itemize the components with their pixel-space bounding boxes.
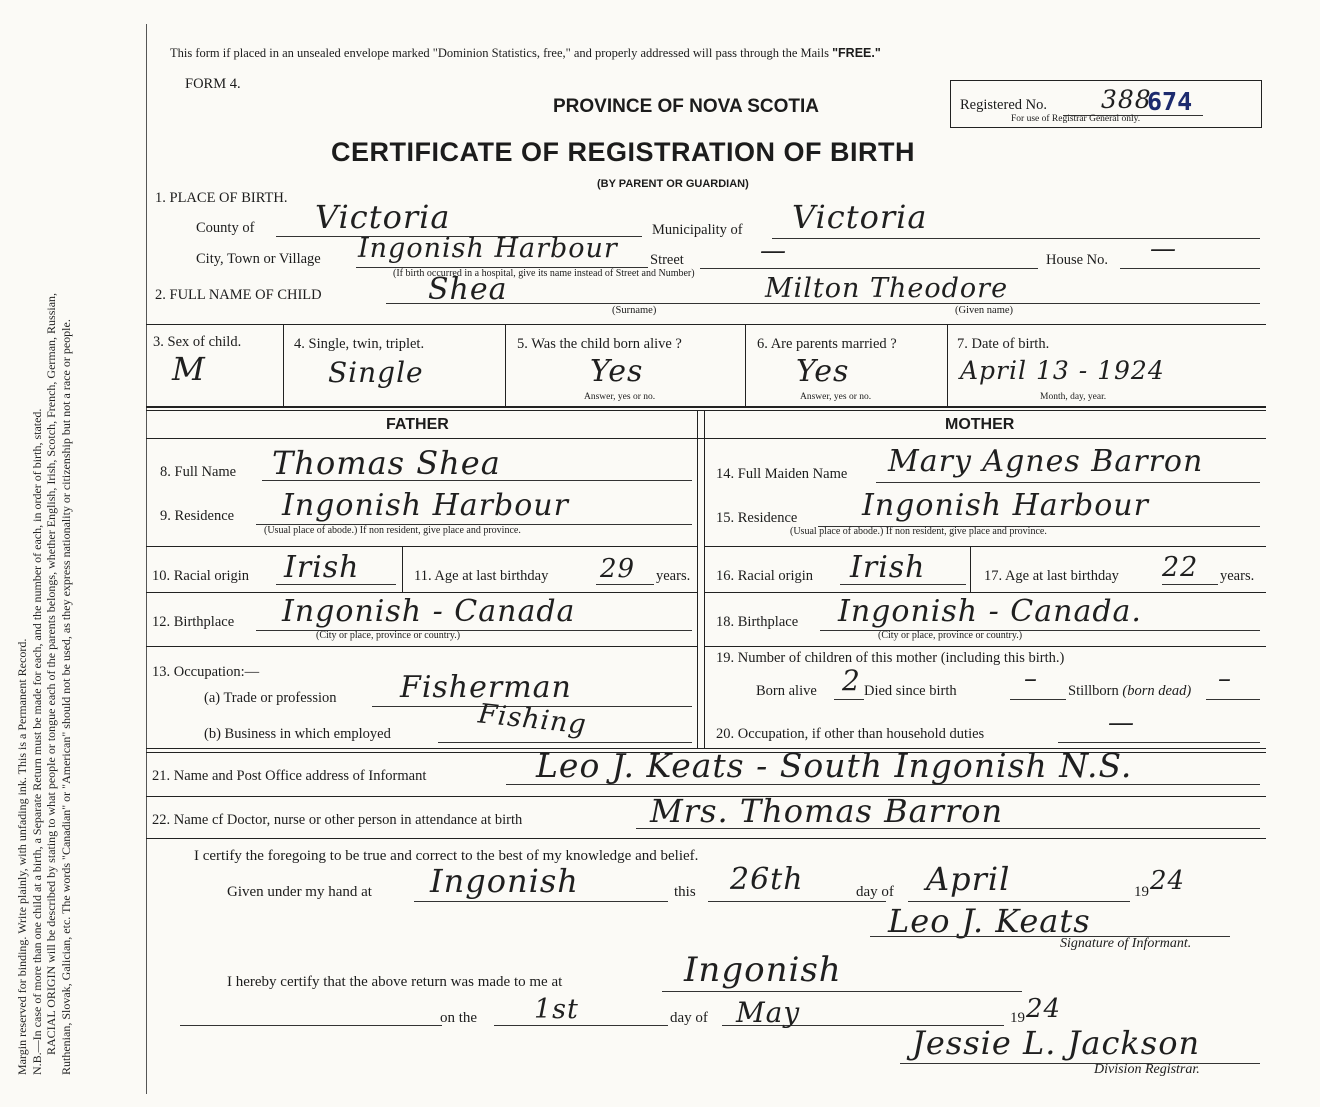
trade-value: Fisherman xyxy=(400,670,572,705)
child-given-name: Milton Theodore xyxy=(765,273,1009,304)
informant-label: 21. Name and Post Office address of Informant xyxy=(152,768,427,784)
informant-signature: Leo J. Keats xyxy=(888,902,1091,940)
page-subtitle: (BY PARENT OR GUARDIAN) xyxy=(597,178,749,190)
day-of-label: day of xyxy=(856,884,894,900)
mother-age-label: 17. Age at last birthday xyxy=(984,568,1119,584)
business-label: (b) Business in which employed xyxy=(204,726,391,742)
municipality-value: Victoria xyxy=(792,198,928,236)
certify-statement: I certify the foregoing to be true and correct to the best of my knowledge and belief. xyxy=(194,848,699,864)
born-alive-value: 2 xyxy=(842,664,861,697)
father-birthplace-label: 12. Birthplace xyxy=(152,614,235,630)
dob-label: 7. Date of birth. xyxy=(957,336,1050,352)
given-month: April xyxy=(926,860,1011,898)
children-count-label: 19. Number of children of this mother (including this birth.) xyxy=(716,650,1065,666)
registrar-place: Ingonish xyxy=(684,950,842,990)
mother-residence: Ingonish Harbour xyxy=(862,488,1149,523)
informant-value: Leo J. Keats - South Ingonish N.S. xyxy=(536,746,1133,785)
dob-caption: Month, day, year. xyxy=(1040,392,1107,402)
mother-racial: Irish xyxy=(850,550,926,585)
city-value: Ingonish Harbour xyxy=(358,233,618,264)
registrar-month: May xyxy=(736,996,801,1029)
doctor-label: 22. Name cf Doctor, nurse or other person in attendance at birth xyxy=(152,812,523,828)
stillborn-label: Stillborn (born dead) xyxy=(1068,683,1192,699)
county-value: Victoria xyxy=(315,198,451,236)
father-birthplace: Ingonish - Canada xyxy=(282,594,576,629)
child-name-label: 2. FULL NAME OF CHILD xyxy=(155,287,322,303)
alive-value: Yes xyxy=(590,354,644,389)
father-birthplace-caption: (City or place, province or country.) xyxy=(316,630,461,641)
given-year-prefix: 19 xyxy=(1134,884,1149,900)
reg-label: Registered No. xyxy=(960,97,1047,113)
hospital-note: (If birth occurred in a hospital, give its name instead of Street and Number) xyxy=(393,268,695,279)
this-label: this xyxy=(674,884,696,900)
mail-notice: This form if placed in an unsealed envelope marked "Dominion Statistics, free," and properly addressed will pass through the Mails "FREE." xyxy=(170,46,881,60)
house-value: — xyxy=(1150,234,1177,264)
mother-residence-label: 15. Residence xyxy=(716,510,798,526)
registrar-day: 1st xyxy=(534,994,579,1025)
informant-signature-caption: Signature of Informant. xyxy=(1060,936,1192,951)
mother-residence-caption: (Usual place of abode.) If non resident, give place and province. xyxy=(790,526,1047,537)
plurality-value: Single xyxy=(328,356,424,389)
occupation-label: 13. Occupation:— xyxy=(152,664,260,680)
father-racial-label: 10. Racial origin xyxy=(152,568,250,584)
sex-value: M xyxy=(172,350,206,388)
registrar-year-prefix: 19 xyxy=(1010,1010,1025,1026)
street-value: — xyxy=(760,236,787,266)
father-name: Thomas Shea xyxy=(272,444,501,482)
place-heading: 1. PLACE OF BIRTH. xyxy=(155,190,288,206)
reg-number-handwritten: 388 xyxy=(1101,85,1152,114)
margin-instructions xyxy=(15,25,95,1075)
mother-age: 22 xyxy=(1162,552,1199,583)
father-age-unit: years. xyxy=(656,568,691,584)
page-title: CERTIFICATE OF REGISTRATION OF BIRTH xyxy=(331,137,915,167)
mother-name: Mary Agnes Barron xyxy=(888,444,1204,479)
stillborn-value: – xyxy=(1218,664,1232,694)
registrar-day-of-label: day of xyxy=(670,1010,708,1026)
mother-name-label: 14. Full Maiden Name xyxy=(716,466,848,482)
child-surname: Shea xyxy=(428,272,508,307)
alive-caption: Answer, yes or no. xyxy=(584,392,656,402)
margin-line-1: Margin reserved for binding. Write plainly, with unfading ink. This is a Permanent Record. xyxy=(15,638,29,1075)
mother-birthplace: Ingonish - Canada. xyxy=(838,594,1142,629)
registrar-caption: Division Registrar. xyxy=(1094,1062,1200,1077)
on-the-label: on the xyxy=(440,1010,478,1026)
sex-label: 3. Sex of child. xyxy=(153,334,242,350)
form-label: FORM 4. xyxy=(185,76,241,92)
municipality-label: Municipality of xyxy=(652,222,743,238)
reg-number-stamp: 674 xyxy=(1147,87,1193,116)
married-value: Yes xyxy=(796,354,850,389)
father-residence: Ingonish Harbour xyxy=(282,488,569,523)
born-alive-label: Born alive xyxy=(756,683,817,699)
mother-racial-label: 16. Racial origin xyxy=(716,568,814,584)
margin-line-3: RACIAL ORIGIN will be described by stating to what people or tongue each of the parents belongs, whether English, Irish, Scotch, French, German, Russian, xyxy=(44,292,58,1055)
margin-rule xyxy=(146,24,147,1094)
mother-occupation-value: — xyxy=(1108,708,1135,738)
surname-caption: (Surname) xyxy=(612,305,657,316)
mother-occupation-label: 20. Occupation, if other than household duties xyxy=(716,726,985,742)
mother-birthplace-caption: (City or place, province or country.) xyxy=(878,630,1023,641)
reg-note: For use of Registrar General only. xyxy=(1011,114,1141,124)
mother-heading: MOTHER xyxy=(945,416,1015,433)
business-value: Fishing xyxy=(476,698,589,741)
trade-label: (a) Trade or profession xyxy=(204,690,337,706)
registration-box xyxy=(950,80,1262,128)
margin-line-4: Ruthenian, Slovak, Galician, etc. The words "Canadian" or "American" should not be used, as they express nationality or citizenship but not a race or people. xyxy=(58,319,73,1075)
given-label: Given under my hand at xyxy=(227,884,372,900)
given-year-suffix: 24 xyxy=(1150,866,1186,896)
province-heading: PROVINCE OF NOVA SCOTIA xyxy=(553,96,820,117)
registrar-signature: Jessie L. Jackson xyxy=(912,1024,1201,1062)
father-heading: FATHER xyxy=(386,416,449,433)
mother-age-unit: years. xyxy=(1220,568,1255,584)
mother-birthplace-label: 18. Birthplace xyxy=(716,614,799,630)
married-label: 6. Are parents married ? xyxy=(757,336,897,352)
city-label: City, Town or Village xyxy=(196,251,321,267)
street-label: Street xyxy=(650,252,684,268)
died-label: Died since birth xyxy=(864,683,957,699)
doctor-value: Mrs. Thomas Barron xyxy=(650,792,1004,830)
father-age-label: 11. Age at last birthday xyxy=(414,568,549,584)
plurality-label: 4. Single, twin, triplet. xyxy=(294,336,425,352)
house-label: House No. xyxy=(1046,252,1109,268)
registrar-statement: I hereby certify that the above return was made to me at xyxy=(227,974,563,990)
father-racial: Irish xyxy=(284,550,360,585)
margin-line-2: N.B.—In case of more than one child at a birth, a Separate Return must be made for each, and the number of each, in order of birth, stated. xyxy=(29,408,44,1075)
father-residence-caption: (Usual place of abode.) If non resident, give place and province. xyxy=(264,525,521,536)
father-name-label: 8. Full Name xyxy=(160,464,237,480)
married-caption: Answer, yes or no. xyxy=(800,392,872,402)
registrar-year-suffix: 24 xyxy=(1026,994,1062,1024)
alive-label: 5. Was the child born alive ? xyxy=(517,336,682,352)
given-caption: (Given name) xyxy=(955,305,1014,316)
given-place: Ingonish xyxy=(430,862,579,900)
father-age: 29 xyxy=(600,554,636,584)
died-value: – xyxy=(1024,664,1038,694)
given-day: 26th xyxy=(730,862,804,897)
dob-value: April 13 - 1924 xyxy=(960,356,1165,385)
county-label: County of xyxy=(196,220,255,236)
father-residence-label: 9. Residence xyxy=(160,508,235,524)
